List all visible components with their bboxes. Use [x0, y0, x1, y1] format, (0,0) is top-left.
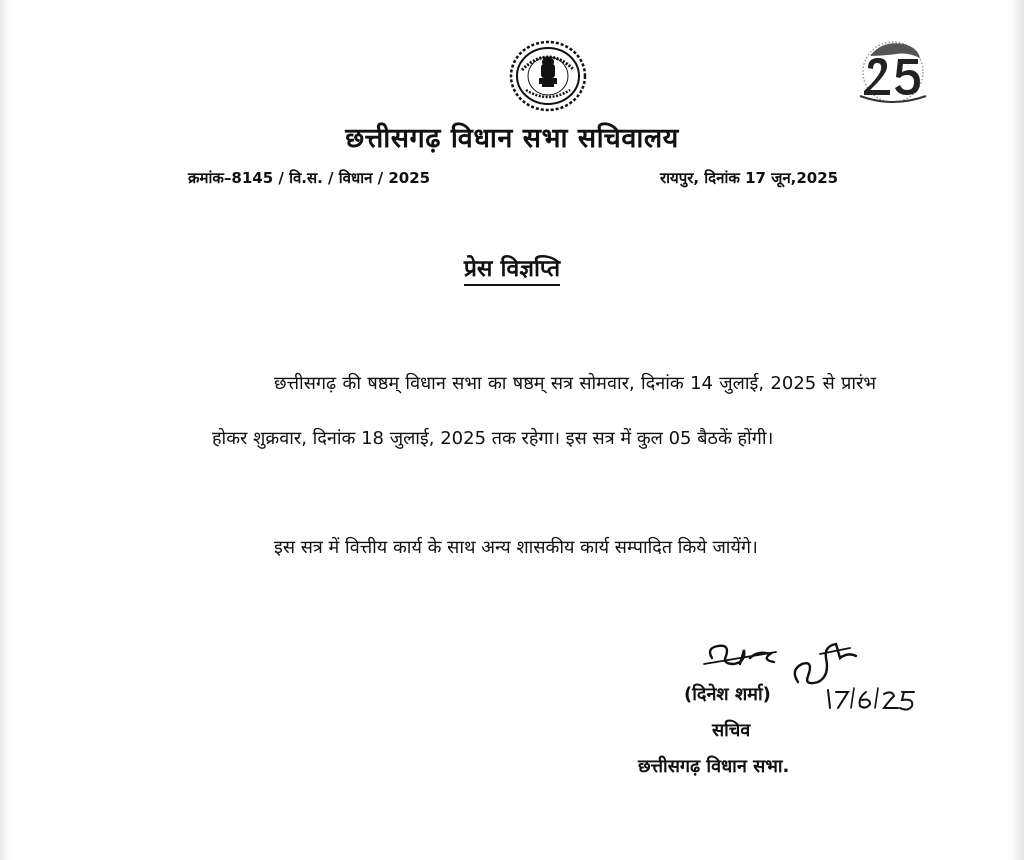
signer-designation: सचिव: [712, 720, 751, 741]
signature-block: [600, 630, 930, 820]
organization-name: छत्तीसगढ़ विधान सभा.: [638, 756, 790, 777]
body-paragraph-2: इस सत्र में वित्तीय कार्य के साथ अन्य शासकीय कार्य सम्पादित किये जायेंगे।: [274, 537, 758, 558]
handwritten-date-icon: [824, 680, 924, 714]
press-release-heading: [0, 251, 1024, 283]
office-title: छत्तीसगढ़ विधान सभा सचिवालय: [345, 123, 679, 154]
signer-name: (दिनेश शर्मा): [684, 684, 771, 705]
emblem-seal-icon: [508, 40, 588, 112]
press-release-heading-text: प्रेस विज्ञप्ति: [464, 256, 560, 286]
jubilee-25-logo: [852, 34, 934, 106]
place-and-date: रायपुर, दिनांक 17 जून,2025: [660, 169, 839, 187]
reference-number: क्रमांक–8145 / वि.स. / विधान / 2025: [188, 169, 431, 187]
body-paragraph-1: छत्तीसगढ़ की षष्ठम् विधान सभा का षष्ठम् सत्र सोमवार, दिनांक 14 जुलाई, 2025 से प्रारंभ होकर शुक्रवार, दिनांक 18 जुलाई, 2025 तक रहेगा। इस सत्र में कुल 05 बैठकें होंगी।: [212, 373, 876, 449]
